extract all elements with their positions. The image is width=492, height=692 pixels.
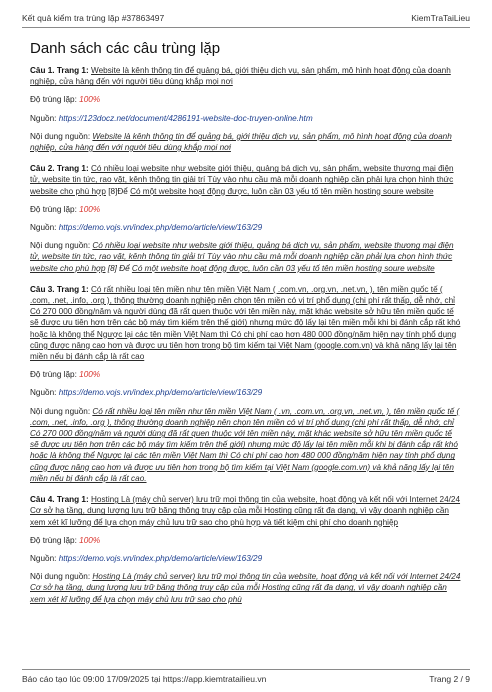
- entry-heading: Câu 2. Trang 1:: [30, 164, 89, 174]
- duplicate-entry: [30, 284, 462, 484]
- duplicate-text[interactable]: Hosting Là (máy chủ server) lưu trữ mọi thông tin của website, hoạt động và kết nối với Internet 24/24 Cơ sở hạ tầng, dung lượng lưu trữ băng thông truy cập của mỗi Hosting cũng rất đa dạng, vì vậy doanh nghiệp cần xem xét kĩ lưỡng để lựa chọn máy chủ lưu trữ sao cho phù hợp và tiết kiệm chi phí cho doanh nghiệp: [30, 495, 461, 527]
- footer-divider: [22, 669, 470, 670]
- similarity-value: 100%: [79, 95, 101, 105]
- source-link[interactable]: https://demo.vojs.vn/index.php/demo/article/view/163/29: [58, 388, 263, 398]
- duplicate-entry: [30, 163, 462, 274]
- duplicate-text[interactable]: Website là kênh thông tin để quảng bá, giới thiệu dịch vụ, sản phẩm, mô hình hoạt động của doanh nghiệp, cửa hàng đến với người tiêu dùng khắp mọi nơi: [30, 66, 451, 87]
- entry-heading: Câu 4. Trang 1:: [30, 495, 89, 505]
- source-label: Nguồn:: [30, 223, 57, 233]
- source-row: [30, 387, 462, 398]
- duplicate-text[interactable]: Có một website hoạt động được, luôn cần 03 yếu tố tên miền hosting soure website: [130, 186, 434, 196]
- source-content-label: Nội dung nguồn:: [30, 241, 91, 251]
- similarity-row: [30, 94, 462, 105]
- source-content-label: Nội dung nguồn:: [30, 572, 91, 582]
- source-label: Nguồn:: [30, 388, 57, 398]
- report-id-label: Kết quả kiểm tra trùng lặp #37863497: [22, 13, 165, 23]
- similarity-row: [30, 369, 462, 380]
- duplicate-text[interactable]: Có rất nhiều loại tên miền như tên miền Việt Nam ( .com.vn, .org.vn, .net.vn, ), tên miền quốc tế ( .com, .net, .info, .org ), thông thường doanh nghiệp nên chọn tên miền có vị trí phổ dụng (chi phí rất thấp, dễ nhớ, chỉ Có 270 000 đồng/năm và người dùng đã rất quen thuộc với tên miền này, mặt khác website sở hữu tên miền quốc tế sẽ được ưu tiên hơn trên các bộ máy tìm kiếm trên thế giới) nhưng mức độ lấy lại tên miền mỗi khi bị đánh cắp rất khó hoặc là không thể Ngược lại các tên miền Việt Nam thì Có chi phí cao hơn 480 000 đồng/năm hiện nay tính phổ dụng cũng được nâng cao hơn và được ưu tiên hơn trong bộ tìm kiếm tại Việt Nam (google.com.vn) và khả năng lấy lại tên miền nếu bị đánh cắp là rất cao: [30, 284, 461, 362]
- source-row: [30, 222, 462, 233]
- source-label: Nguồn:: [30, 113, 57, 123]
- similarity-row: [30, 535, 462, 546]
- source-content-text: Website là kênh thông tin để quảng bá, giới thiệu dịch vụ, sản phẩm, mô hình hoạt động của doanh nghiệp, cửa hàng đến với người tiêu dùng khắp mọi nơi: [30, 131, 452, 153]
- similarity-label: Độ trùng lặp:: [30, 204, 77, 214]
- page-title: Danh sách các câu trùng lặp: [30, 40, 221, 57]
- source-content-row: [30, 240, 462, 274]
- source-content-text: Hosting Là (máy chủ server) lưu trữ mọi thông tin của website, hoạt động và kết nối với Internet 24/24 Cơ sở hạ tầng, dung lượng lưu trữ băng thông truy cập của mỗi Hosting cũng rất đa dạng, vì vậy doanh nghiệp cần xem xét kĩ lưỡng để lựa chọn máy chủ lưu trữ sao cho phù: [30, 572, 461, 604]
- entry-heading: Câu 3. Trang 1:: [30, 284, 89, 294]
- entry-heading: Câu 1. Trang 1:: [30, 66, 89, 75]
- source-content-text: Có rất nhiều loại tên miền như tên miền Việt Nam ( .vn, .com.vn, .org.vn, .net.vn, ), tên miền quốc tế ( .com, .net, .info, .org ), thông thường doanh nghiệp nên chọn tên miền có vị trí phổ dụng (chi phí rất thấp, dễ nhớ, chỉ Có 270 000 đồng/năm và người dùng đã rất quen thuộc với tên miền này, mặt khác website sở hữu tên miền quốc tế sẽ được ưu tiên hơn trên các bộ máy tìm kiếm trên thế giới) nhưng mức độ lấy lại tên miền mỗi khi bị đánh cắp rất khó hoặc là không thể Ngược lại các tên miền Việt Nam thì Có chi phí cao hơn 480 000 đồng/năm hiện nay tính phổ dụng cũng được nâng cao hơn và được ưu tiên hơn trong bộ tìm kiếm tại Việt Nam (google.com.vn) và khả năng lấy lại tên miền nếu bị đánh cắp là rất cao.: [30, 406, 460, 483]
- similarity-value: 100%: [79, 535, 101, 545]
- source-content-label: Nội dung nguồn:: [30, 406, 91, 416]
- source-content-text: Có nhiều loại website như website giới thiệu, quảng bá dịch vụ, sản phẩm, website thương mại điện tử, website tin tức, rao vặt, kênh thông tin giải trí Tùy vào nhu cầu mà mỗi doanh nghiệp cần phải lựa chọn hình thức website cho phù hợp: [30, 241, 454, 273]
- entry-text: [30, 494, 462, 528]
- citation-text: [8]Để: [105, 186, 131, 196]
- similarity-value: 100%: [79, 370, 101, 380]
- entry-text: [30, 284, 462, 362]
- source-content-row: [30, 571, 462, 605]
- source-row: [30, 553, 462, 564]
- citation-text: [8] Để: [105, 263, 132, 273]
- page-header: [22, 13, 470, 23]
- source-content-row: [30, 131, 462, 153]
- source-content-label: Nội dung nguồn:: [30, 131, 91, 141]
- entry-text: [30, 163, 462, 197]
- similarity-label: Độ trùng lặp:: [30, 535, 77, 545]
- similarity-label: Độ trùng lặp:: [30, 370, 77, 380]
- similarity-row: [30, 204, 462, 215]
- source-content-row: [30, 406, 462, 484]
- duplicate-entry: [30, 65, 462, 153]
- source-label: Nguồn:: [30, 553, 57, 563]
- page-footer: [22, 674, 470, 684]
- similarity-value: 100%: [79, 204, 101, 214]
- source-link[interactable]: https://demo.vojs.vn/index.php/demo/article/view/163/29: [58, 553, 263, 563]
- report-generated-info: Báo cáo tạo lúc 09:00 17/09/2025 tại https://app.kiemtratailieu.vn: [22, 674, 267, 684]
- header-divider: [22, 27, 470, 28]
- similarity-label: Độ trùng lặp:: [30, 95, 77, 105]
- source-link[interactable]: https://123docz.net/document/4286191-website-doc-truyen-online.htm: [58, 113, 313, 123]
- source-row: [30, 113, 462, 124]
- entry-text: [30, 65, 462, 87]
- brand-name: KiemTraTaiLieu: [411, 13, 470, 23]
- page-number: Trang 2 / 9: [429, 674, 470, 684]
- source-content-text: Có một website hoạt động được, luôn cần 03 yếu tố tên miền hosting soure website: [131, 263, 435, 273]
- duplicate-list: [30, 65, 462, 615]
- duplicate-entry: [30, 494, 462, 605]
- source-link[interactable]: https://demo.vojs.vn/index.php/demo/article/view/163/29: [58, 223, 263, 233]
- duplicate-text[interactable]: Có nhiều loại website như website giới thiệu, quảng bá dịch vụ, sản phẩm, website thương mại điện tử, website tin tức, rao vặt, kênh thông tin giải trí Tùy vào nhu cầu mà mỗi doanh nghiệp cần phải lựa chọn hình thức website cho phù hợp: [30, 164, 454, 196]
